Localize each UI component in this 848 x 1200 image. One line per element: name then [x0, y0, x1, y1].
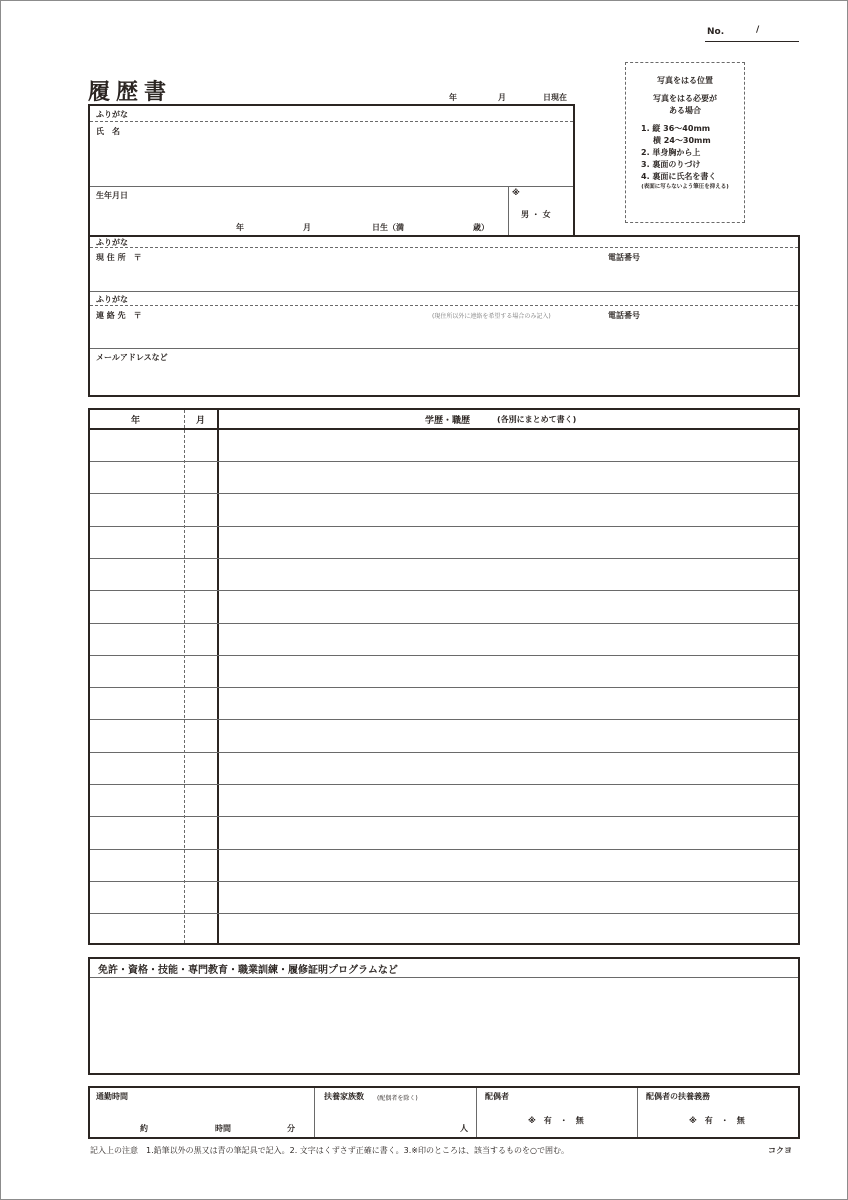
dependents-note: (配偶者を除く) — [377, 1095, 418, 1102]
spouse-label: 配偶者 — [485, 1092, 509, 1101]
licenses-input[interactable] — [92, 980, 796, 1072]
commute-input[interactable] — [150, 1104, 300, 1134]
history-col-month: 月 — [196, 416, 206, 426]
photo-heading: 写真をはる位置 — [657, 76, 713, 85]
date-year-label: 年 — [449, 93, 457, 102]
contact-note: (現住所以外に連絡を希望する場合のみ記入) — [432, 313, 551, 320]
history-rows-area[interactable] — [90, 430, 798, 943]
phone-label-1: 電話番号 — [608, 253, 640, 262]
photo-sub-1: 写真をはる必要が — [653, 94, 717, 103]
number-field[interactable] — [735, 26, 797, 40]
spouse-option[interactable]: ※ 有 ・ 無 — [528, 1116, 584, 1125]
footer-notes: 記入上の注意 1.鉛筆以外の黒又は青の筆記具で記入。2. 文字はくずさず正確に書く。3.※印のところは、該当するものを○で囲む。 — [90, 1146, 569, 1155]
address-furigana-label: ふりがな — [96, 238, 128, 247]
sex-mark: ※ — [512, 188, 520, 197]
photo-step-4: 4. 裏面に氏名を書く — [641, 172, 717, 181]
name-label: 氏 名 — [96, 127, 120, 136]
spouse-support-option[interactable]: ※ 有 ・ 無 — [689, 1116, 745, 1125]
sex-divider — [508, 187, 509, 235]
date-month-label: 月 — [498, 93, 506, 102]
name-furigana-label: ふりがな — [96, 110, 128, 119]
commute-label: 通勤時間 — [96, 1092, 128, 1101]
contact-address-label: 連 絡 先 〒 — [96, 311, 142, 320]
phone-label-2: 電話番号 — [608, 311, 640, 320]
birth-year-label: 年 — [236, 223, 244, 232]
dependents-input[interactable] — [330, 1104, 455, 1134]
number-line — [705, 41, 799, 42]
name-furigana-input[interactable] — [150, 107, 570, 120]
contact-address-input[interactable] — [155, 320, 595, 346]
phone-input-2[interactable] — [650, 308, 790, 346]
birth-day-age-label: 日生（満 — [372, 223, 404, 232]
date-day-label: 日現在 — [543, 93, 567, 102]
bottom-divider-3 — [637, 1088, 638, 1137]
photo-step-1b: 横 24～30mm — [653, 136, 711, 145]
address-furigana-input[interactable] — [150, 237, 790, 246]
dependents-label: 扶養家族数 — [324, 1092, 364, 1101]
history-col-note: (各別にまとめて書く) — [497, 415, 577, 424]
commute-minutes: 分 — [287, 1124, 295, 1133]
phone-input-1[interactable] — [650, 250, 790, 288]
birth-input[interactable] — [150, 200, 505, 234]
number-slash: / — [756, 25, 760, 35]
name-input[interactable] — [150, 124, 570, 184]
address-furigana-divider — [90, 247, 798, 248]
birth-label: 生年月日 — [96, 191, 128, 200]
document-title: 履歴書 — [88, 80, 173, 105]
licenses-divider — [90, 977, 798, 978]
sex-option[interactable]: 男 ・ 女 — [521, 210, 551, 219]
commute-approx: 約 — [140, 1124, 148, 1133]
email-label: メールアドレスなど — [96, 353, 168, 362]
commute-hours: 時間 — [215, 1124, 231, 1133]
bottom-divider-2 — [476, 1088, 477, 1137]
name-divider — [90, 186, 573, 187]
number-label: No. — [707, 27, 725, 37]
photo-step-1: 1. 縦 36～40mm — [641, 124, 711, 133]
current-address-label: 現 住 所 〒 — [96, 253, 142, 262]
contact-furigana-input[interactable] — [150, 294, 790, 304]
dependents-persons: 人 — [460, 1124, 468, 1133]
contact-furigana-divider — [90, 305, 798, 306]
photo-sub-2: ある場合 — [669, 106, 701, 115]
current-address-input[interactable] — [155, 250, 595, 288]
spouse-support-label: 配偶者の扶養義務 — [646, 1092, 710, 1101]
brand-logo: コクヨ — [768, 1146, 792, 1155]
photo-note: (表面に写らないよう筆圧を抑える) — [641, 184, 729, 190]
licenses-title: 免許・資格・技能・専門教育・職業訓練・履修証明プログラムなど — [98, 965, 398, 976]
furigana-divider — [90, 121, 573, 122]
photo-step-3: 3. 裏面のりづけ — [641, 160, 701, 169]
history-col-main: 学歴・職歴 — [425, 416, 471, 426]
date-field[interactable] — [400, 88, 575, 104]
birth-month-label: 月 — [303, 223, 311, 232]
age-label: 歳） — [473, 223, 489, 232]
email-input[interactable] — [96, 364, 790, 394]
bottom-divider-1 — [314, 1088, 315, 1137]
address-divider — [90, 291, 798, 292]
contact-divider — [90, 348, 798, 349]
photo-step-2: 2. 単身胸から上 — [641, 148, 701, 157]
history-col-year: 年 — [131, 416, 141, 426]
contact-furigana-label: ふりがな — [96, 295, 128, 304]
photo-area[interactable] — [625, 62, 745, 223]
